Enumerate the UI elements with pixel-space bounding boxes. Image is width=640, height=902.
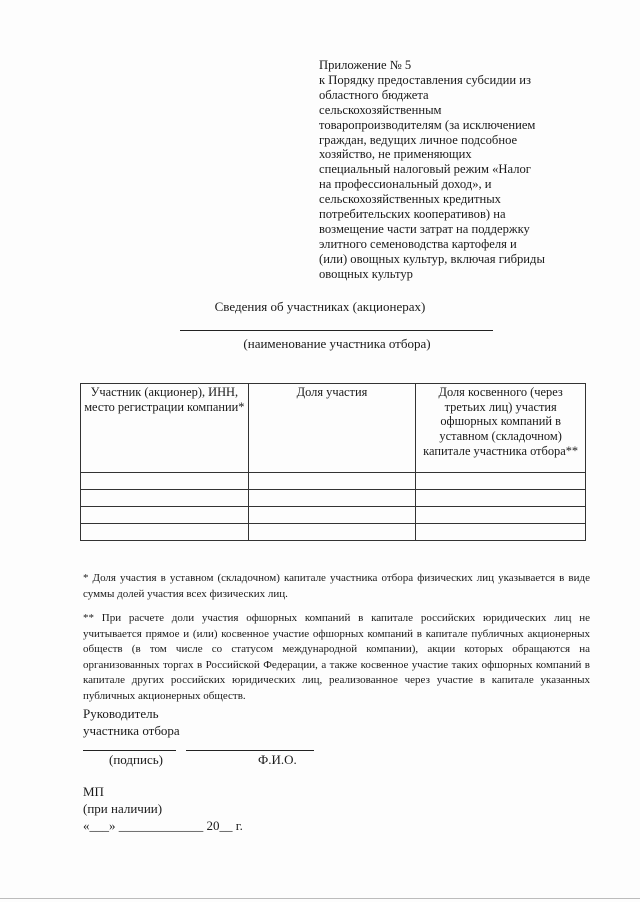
stamp-label: МП bbox=[83, 784, 104, 799]
table-row bbox=[81, 524, 586, 541]
table-cell bbox=[416, 473, 586, 490]
appendix-line: потребительских кооперативов) на bbox=[319, 207, 506, 222]
table-cell bbox=[416, 490, 586, 507]
participant-name-caption: (наименование участника отбора) bbox=[243, 336, 431, 351]
table-row bbox=[81, 490, 586, 507]
appendix-line: хозяйство, не применяющих bbox=[319, 147, 472, 162]
table-cell bbox=[248, 507, 416, 524]
table-cell bbox=[81, 490, 249, 507]
appendix-line: (или) овощных культур, включая гибриды bbox=[319, 251, 545, 266]
table-cell bbox=[416, 524, 586, 541]
appendix-line: возмещение части затрат на поддержку bbox=[319, 221, 530, 236]
appendix-line: к Порядку предоставления субсидии из bbox=[319, 72, 531, 87]
head-title-line1: Руководитель bbox=[83, 706, 159, 721]
appendix-line: элитного семеноводства картофеля и bbox=[319, 236, 517, 251]
document-heading: Сведения об участниках (акционерах) bbox=[214, 299, 426, 314]
appendix-line: Приложение № 5 bbox=[319, 58, 412, 72]
table-header-row bbox=[81, 384, 586, 473]
appendix-line: областного бюджета bbox=[319, 87, 429, 102]
appendix-line: специальный налоговый режим «Налог bbox=[319, 162, 531, 177]
stamp-note: (при наличии) bbox=[83, 801, 163, 816]
table-cell bbox=[248, 524, 416, 541]
appendix-line: товаропроизводителям (за исключением bbox=[319, 117, 536, 132]
full-name-line bbox=[186, 750, 314, 751]
table-row bbox=[81, 507, 586, 524]
table-cell bbox=[81, 524, 249, 541]
header-share: Доля участия bbox=[248, 384, 416, 473]
footnote-individuals: * Доля участия в уставном (складочном) капитале участника отбора физических лиц указывается в виде суммы долей участия всех физических лиц. bbox=[83, 572, 590, 600]
table-cell bbox=[81, 473, 249, 490]
appendix-line: сельскохозяйственных кредитных bbox=[319, 192, 501, 207]
appendix-line: граждан, ведущих личное подсобное bbox=[319, 132, 518, 147]
head-title-line2: участника отбора bbox=[83, 723, 180, 738]
appendix-line: сельскохозяйственным bbox=[319, 102, 442, 117]
full-name-caption: Ф.И.О. bbox=[258, 752, 297, 767]
appendix-line: овощных культур bbox=[319, 266, 413, 281]
signature-caption: (подпись) bbox=[109, 752, 163, 767]
footnote-offshore: ** При расчете доли участия офшорных компаний в капитале российских юридических лиц не учитывается прямое и (или) косвенное участие офшорных компаний в капитале публичных акционерных обществ (в том числе со статусом международной компании), акции которых обращаются на организованных торгах в Российской Федерации, а также косвенное участие таких офшорных компаний в капитале других российских юридических лиц, реализованное через участие в капитале указанных публичных акционерных обществ. bbox=[83, 612, 590, 702]
participants-table bbox=[80, 383, 586, 541]
participant-name-line bbox=[180, 330, 493, 331]
signature-line bbox=[83, 750, 176, 751]
appendix-line: на профессиональный доход», и bbox=[319, 177, 492, 192]
page-bottom-edge bbox=[0, 898, 640, 899]
table-cell bbox=[416, 507, 586, 524]
table-cell bbox=[248, 473, 416, 490]
header-offshore-share: Доля косвенного (через третьих лиц) участия офшорных компаний в уставном (складочном) капитале участника отбора** bbox=[416, 384, 586, 473]
table-cell bbox=[248, 490, 416, 507]
table-cell bbox=[81, 507, 249, 524]
header-participant: Участник (акционер), ИНН, место регистрации компании* bbox=[81, 384, 249, 473]
appendix-block bbox=[319, 58, 564, 282]
table-row bbox=[81, 473, 586, 490]
date-line: «___» _____________ 20__ г. bbox=[83, 818, 243, 833]
